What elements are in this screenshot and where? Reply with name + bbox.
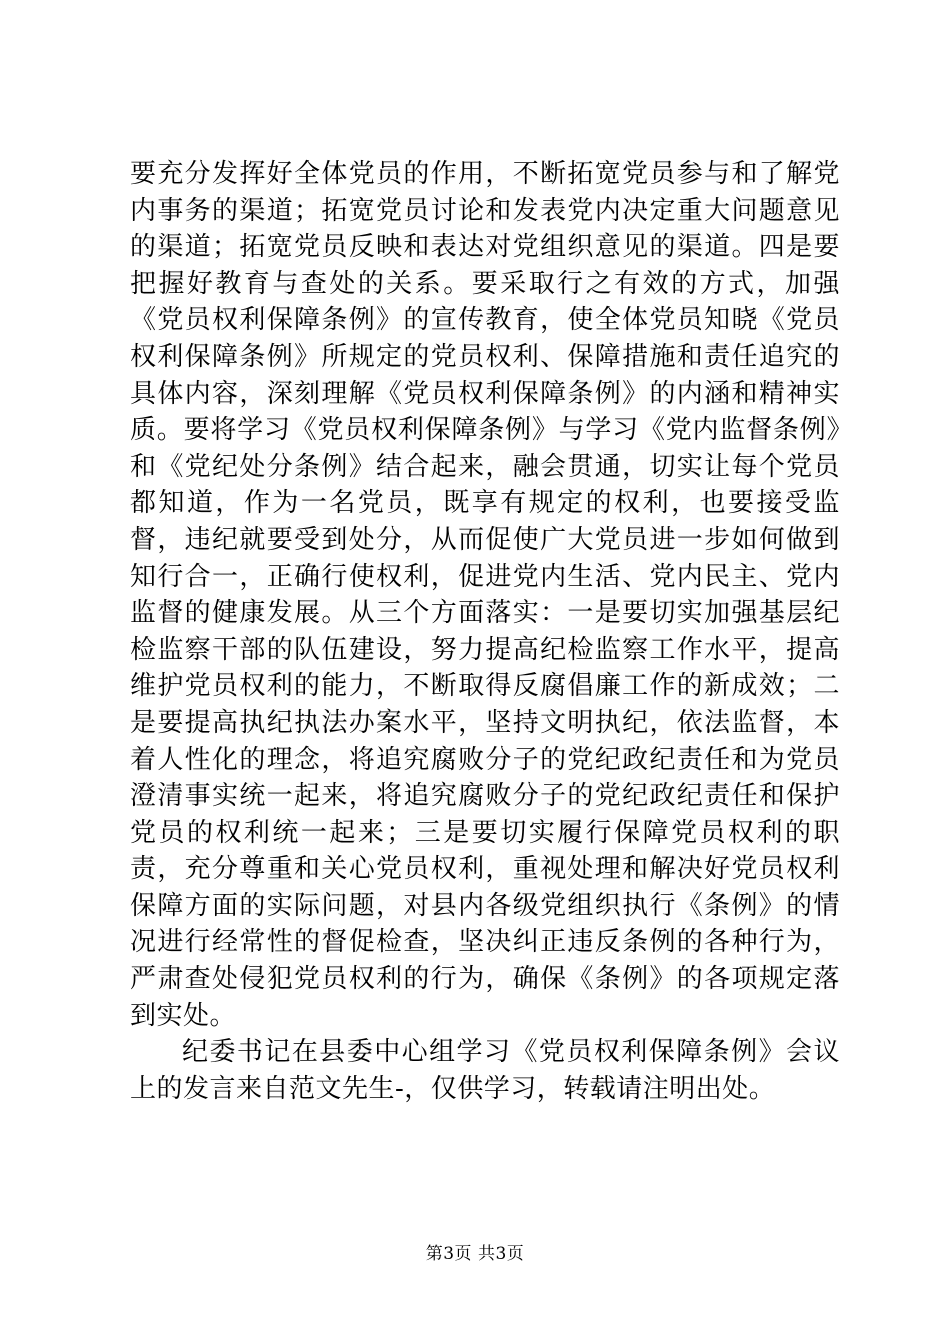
- page-number-footer: 第3页 共3页: [425, 1244, 525, 1264]
- closing-paragraph: 纪委书记在县委中心组学习《党员权利保障条例》会议上的发言来自范文先生-，仅供学习，转载请注明出处。: [130, 1037, 840, 1104]
- body-paragraph: 要充分发挥好全体党员的作用，不断拓宽党员参与和了解党内事务的渠道；拓宽党员讨论和发表党内决定重大问题意见的渠道；拓宽党员反映和表达对党组织意见的渠道。四是要把握好教育与查处的关系。要采取行之有效的方式，加强《党员权利保障条例》的宣传教育，使全体党员知晓《党员权利保障条例》所规定的党员权利、保障措施和责任追究的具体内容，深刻理解《党员权利保障条例》的内涵和精神实质。要将学习《党员权利保障条例》与学习《党内监督条例》和《党纪处分条例》结合起来，融会贯通，切实让每个党员都知道，作为一名党员，既享有规定的权利，也要接受监督，违纪就要受到处分，从而促使广大党员进一步如何做到知行合一，正确行使权利，促进党内生活、党内民主、党内监督的健康发展。从三个方面落实：一是要切实加强基层纪检监察干部的队伍建设，努力提高纪检监察工作水平，提高维护党员权利的能力，不断取得反腐倡廉工作的新成效；二是要提高执纪执法办案水平，坚持文明执纪，依法监督，本着人性化的理念，将追究腐败分子的党纪政纪责任和为党员澄清事实统一起来，将追究腐败分子的党纪政纪责任和保护党员的权利统一起来；三是要切实履行保障党员权利的职责，充分尊重和关心党员权利，重视处理和解决好党员权利保障方面的实际问题，对县内各级党组织执行《条例》的情况进行经常性的督促检查，坚决纠正违反条例的各种行为，严肃查处侵犯党员权利的行为，确保《条例》的各项规定落到实处。: [130, 159, 840, 1031]
- document-body: [130, 156, 840, 1107]
